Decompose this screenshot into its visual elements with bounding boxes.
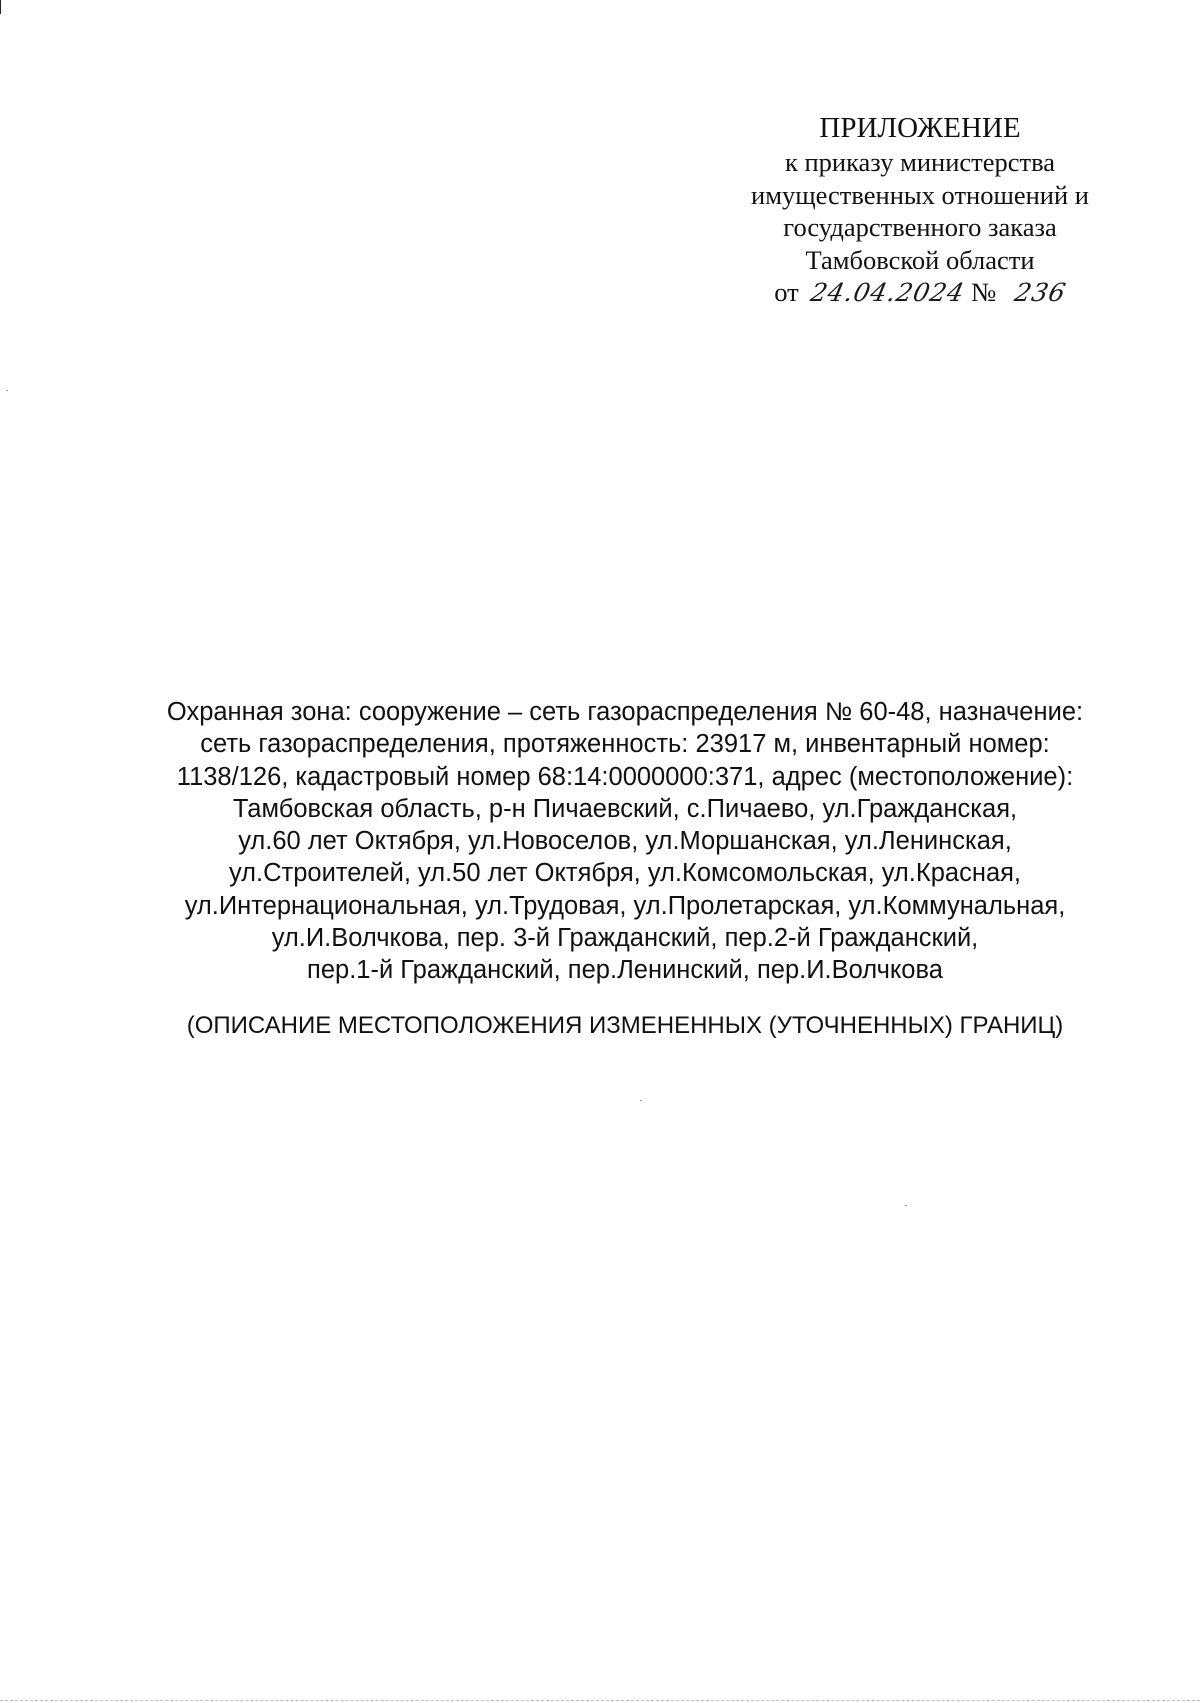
boundary-description-title: (ОПИСАНИЕ МЕСТОПОЛОЖЕНИЯ ИЗМЕНЕННЫХ (УТОЧНЕННЫХ) ГРАНИЦ) [186,1012,1064,1039]
description-line: ул.Интернациональная, ул.Трудовая, ул.Пролетарская, ул.Коммунальная, [184,891,1066,920]
scan-speck [640,1100,642,1101]
description-line: пер.1-й Гражданский, пер.Ленинский, пер.И.Волчкова [307,956,943,985]
scan-speck [6,390,8,391]
appendix-line: Тамбовской области [805,244,1035,275]
description-line: ул.60 лет Октября, ул.Новоселов, ул.Моршанская, ул.Ленинская, [238,827,1012,856]
appendix-line: имущественных отношений и [751,179,1089,210]
number-sign: № [971,277,997,307]
appendix-heading: ПРИЛОЖЕНИЕ [819,112,1021,144]
handwritten-order-number: 236 [1012,278,1069,307]
appendix-line: государственного заказа [783,212,1057,242]
protection-zone-description [150,696,1100,987]
description-line: Тамбовская область, р-н Пичаевский, с.Пичаево, ул.Гражданская, [232,794,1018,823]
description-line: сеть газораспределения, протяженность: 23917 м, инвентарный номер: [200,730,1050,759]
description-line: ул.И.Волчкова, пер. 3-й Гражданский, пер.2-й Гражданский, [271,924,979,953]
order-date-line [774,276,1069,310]
description-line: ул.Строителей, ул.50 лет Октября, ул.Комсомольская, ул.Красная, [228,859,1022,888]
scan-bottom-edge [0,1700,1200,1701]
date-prefix: от [774,277,799,307]
appendix-line: к приказу министерства [784,147,1056,177]
description-line: 1138/126, кадастровый номер 68:14:0000000:371, адрес (местоположение): [176,762,1074,791]
appendix-block [720,110,1120,310]
handwritten-date: 24.04.2024 [808,278,968,307]
scan-edge-mark [0,0,1,14]
description-line: Охранная зона: сооружение – сеть газораспределения № 60-48, назначение: [166,698,1084,726]
scan-speck [905,1205,907,1206]
